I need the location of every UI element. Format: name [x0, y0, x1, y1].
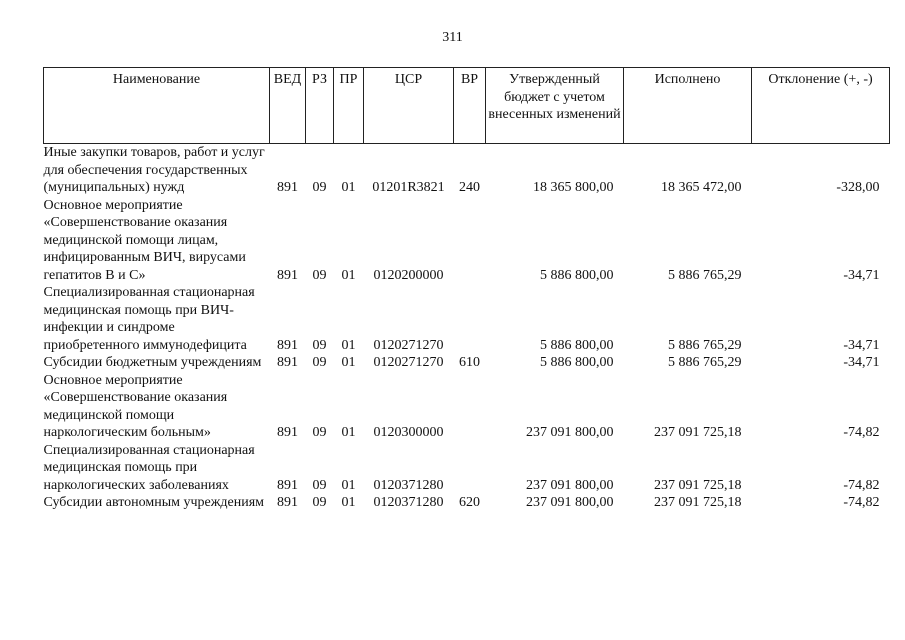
- row-executed: 237 091 725,18: [654, 425, 742, 440]
- row-csr: 0120371280: [373, 477, 444, 493]
- row-rz: 09: [312, 337, 327, 353]
- row-executed: 5 886 765,29: [668, 355, 742, 370]
- row-ved: 891: [277, 337, 298, 353]
- table-row: [44, 284, 890, 354]
- row-name: Специализированная стационарная медицинская помощь при ВИЧ-инфекции и синдроме приобретенного иммунодефицита: [43, 285, 255, 353]
- row-ved: 891: [277, 425, 298, 440]
- row-pr: 01: [341, 495, 356, 510]
- row-approved: 237 091 800,00: [526, 425, 614, 440]
- row-executed: 5 886 765,29: [668, 267, 742, 283]
- row-csr: 01201R3821: [372, 180, 445, 195]
- table-row: [44, 354, 890, 372]
- row-pr: 01: [341, 180, 356, 195]
- header-name: Наименование: [44, 68, 270, 144]
- row-deviation: -328,00: [836, 180, 880, 195]
- row-executed: 237 091 725,18: [654, 477, 742, 493]
- row-approved: 237 091 800,00: [526, 477, 614, 493]
- table-row: [44, 442, 890, 495]
- row-name: Специализированная стационарная медицинская помощь при наркологических заболеваниях: [43, 442, 255, 493]
- row-name: Субсидии бюджетным учреждениям: [43, 355, 262, 370]
- row-ved: 891: [277, 495, 298, 510]
- row-csr: 0120300000: [373, 425, 444, 440]
- header-ved: ВЕД: [270, 68, 306, 144]
- row-ved: 891: [277, 180, 298, 195]
- row-vr: 610: [459, 355, 480, 370]
- row-deviation: -34,71: [843, 337, 880, 353]
- row-deviation: -34,71: [843, 355, 880, 370]
- row-pr: 01: [341, 267, 356, 283]
- row-vr: 240: [459, 180, 480, 195]
- row-vr: 620: [459, 495, 480, 510]
- row-rz: 09: [312, 495, 327, 510]
- table-row: [44, 372, 890, 442]
- table-row: [44, 144, 890, 197]
- row-rz: 09: [312, 180, 327, 195]
- row-rz: 09: [312, 477, 327, 493]
- row-vr: [454, 442, 486, 495]
- row-approved: 237 091 800,00: [526, 495, 614, 510]
- row-rz: 09: [312, 355, 327, 370]
- row-vr: [454, 372, 486, 442]
- row-deviation: -34,71: [843, 267, 880, 283]
- row-name: Основное мероприятие «Совершенствование оказания медицинской помощи наркологическим больным»: [43, 372, 228, 440]
- row-csr: 0120200000: [373, 267, 444, 283]
- header-vr: ВР: [454, 68, 486, 144]
- row-rz: 09: [312, 267, 327, 283]
- row-approved: 5 886 800,00: [540, 337, 614, 353]
- row-csr: 0120271270: [373, 355, 444, 370]
- row-executed: 237 091 725,18: [654, 495, 742, 510]
- header-pr: ПР: [334, 68, 364, 144]
- row-rz: 09: [312, 425, 327, 440]
- row-executed: 18 365 472,00: [661, 180, 742, 195]
- row-ved: 891: [277, 355, 298, 370]
- row-csr: 0120271270: [373, 337, 444, 353]
- row-pr: 01: [341, 425, 356, 440]
- row-vr: [454, 284, 486, 354]
- row-approved: 5 886 800,00: [540, 355, 614, 370]
- row-ved: 891: [277, 477, 298, 493]
- header-rz: РЗ: [306, 68, 334, 144]
- row-approved: 5 886 800,00: [540, 267, 614, 283]
- header-csr: ЦСР: [364, 68, 454, 144]
- page-number: 311: [442, 30, 463, 45]
- row-deviation: -74,82: [843, 425, 880, 440]
- row-ved: 891: [277, 267, 298, 283]
- row-pr: 01: [341, 477, 356, 493]
- row-pr: 01: [341, 355, 356, 370]
- table-row: [44, 197, 890, 285]
- row-executed: 5 886 765,29: [668, 337, 742, 353]
- table-row: [44, 494, 890, 512]
- header-deviation: Отклонение (+, -): [752, 68, 890, 144]
- row-name: Основное мероприятие «Совершенствование оказания медицинской помощи лицам, инфицированным ВИЧ, вирусами гепатитов В и С»: [43, 197, 246, 283]
- row-name: Субсидии автономным учреждениям: [43, 495, 265, 510]
- row-vr: [454, 197, 486, 285]
- header-executed: Исполнено: [624, 68, 752, 144]
- row-deviation: -74,82: [843, 477, 880, 493]
- row-csr: 0120371280: [373, 495, 444, 510]
- row-deviation: -74,82: [843, 495, 880, 510]
- budget-table: [43, 67, 890, 512]
- row-name: Иные закупки товаров, работ и услуг для обеспечения государственных (муниципальных) нужд: [43, 145, 265, 195]
- header-approved: Утвержденный бюджет с учетом внесенных изменений: [486, 68, 624, 144]
- row-approved: 18 365 800,00: [533, 180, 614, 195]
- row-pr: 01: [341, 337, 356, 353]
